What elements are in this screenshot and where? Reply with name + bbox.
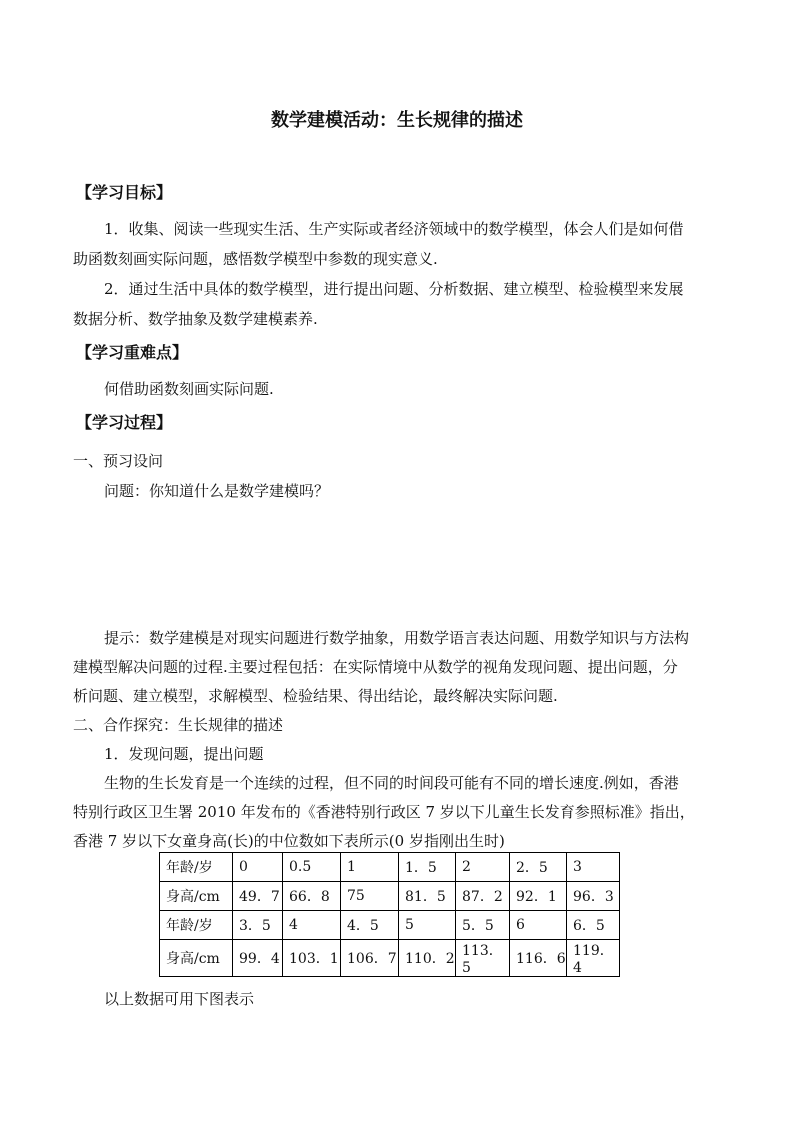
table-cell: 110．2 <box>399 940 456 977</box>
table-cell: 3．5 <box>233 911 283 940</box>
table-cell: 6．5 <box>567 911 620 940</box>
table-cell: 113．5 <box>456 940 510 977</box>
table-row <box>160 911 620 940</box>
table-cell: 身高/cm <box>160 882 233 911</box>
table-row <box>160 853 620 882</box>
table-row <box>160 940 620 977</box>
difficulty-heading: 【学习重难点】 <box>76 343 189 362</box>
question-text: 问题：你知道什么是数学建模吗？ <box>104 482 330 500</box>
goal-2-line-2: 数据分析、数学抽象及数学建模素养. <box>73 310 318 328</box>
table-cell: 116．6 <box>510 940 567 977</box>
table-cell: 1 <box>341 853 399 882</box>
table-cell: 2 <box>456 853 510 882</box>
table-cell: 99．4 <box>233 940 283 977</box>
height-table <box>159 852 620 977</box>
part-1-title: 一、预习设问 <box>73 452 164 470</box>
table-row <box>160 882 620 911</box>
hint-line-2: 建模型解决问题的过程.主要过程包括：在实际情境中从数学的视角发现问题、提出问题，分 <box>73 658 678 676</box>
part-2-title: 二、合作探究：生长规律的描述 <box>73 716 284 734</box>
paragraph-line-2: 特别行政区卫生署 2010 年发布的《香港特别行政区 7 岁以下儿童生长发育参照标准》指出， <box>73 803 695 821</box>
table-cell: 0 <box>233 853 283 882</box>
difficulty-text: 何借助函数刻画实际问题. <box>104 380 274 398</box>
hint-line-3: 析问题、建立模型，求解模型、检验结果、得出结论，最终解决实际问题. <box>73 687 558 705</box>
table-cell: 年龄/岁 <box>160 911 233 940</box>
hint-line-1: 提示：数学建模是对现实问题进行数学抽象，用数学语言表达问题、用数学知识与方法构 <box>104 629 690 647</box>
table-cell: 2．5 <box>510 853 567 882</box>
table-cell: 0.5 <box>283 853 341 882</box>
table-cell: 3 <box>567 853 620 882</box>
paragraph-line-1: 生物的生长发育是一个连续的过程，但不同的时间段可能有不同的增长速度.例如，香港 <box>104 774 679 792</box>
goal-1-line-2: 助函数刻画实际问题，感悟数学模型中参数的现实意义. <box>73 250 438 268</box>
table-cell: 81．5 <box>399 882 456 911</box>
after-table-text: 以上数据可用下图表示 <box>104 990 255 1008</box>
goal-1-line-1: 1．收集、阅读一些现实生活、生产实际或者经济领域中的数学模型，体会人们是如何借 <box>104 220 684 238</box>
goals-heading: 【学习目标】 <box>76 183 173 202</box>
table-cell: 1．5 <box>399 853 456 882</box>
table-cell: 身高/cm <box>160 940 233 977</box>
paragraph-line-3: 香港 7 岁以下女童身高(长)的中位数如下表所示(0 岁指刚出生时) <box>73 832 505 850</box>
table-cell: 106．7 <box>341 940 399 977</box>
table-cell: 75 <box>341 882 399 911</box>
table-cell: 49．7 <box>233 882 283 911</box>
table-cell: 103．1 <box>283 940 341 977</box>
table-cell: 87．2 <box>456 882 510 911</box>
process-heading: 【学习过程】 <box>76 413 173 432</box>
table-cell: 119．4 <box>567 940 620 977</box>
table-cell: 年龄/岁 <box>160 853 233 882</box>
table-cell: 5．5 <box>456 911 510 940</box>
table-cell: 66．8 <box>283 882 341 911</box>
step-1-title: 1．发现问题，提出问题 <box>104 745 264 763</box>
table-cell: 92．1 <box>510 882 567 911</box>
table-cell: 96．3 <box>567 882 620 911</box>
table-cell: 4．5 <box>341 911 399 940</box>
goal-2-line-1: 2．通过生活中具体的数学模型，进行提出问题、分析数据、建立模型、检验模型来发展 <box>104 280 684 298</box>
table-cell: 4 <box>283 911 341 940</box>
table-cell: 6 <box>510 911 567 940</box>
page-title: 数学建模活动：生长规律的描述 <box>271 110 523 131</box>
table-cell: 5 <box>399 911 456 940</box>
